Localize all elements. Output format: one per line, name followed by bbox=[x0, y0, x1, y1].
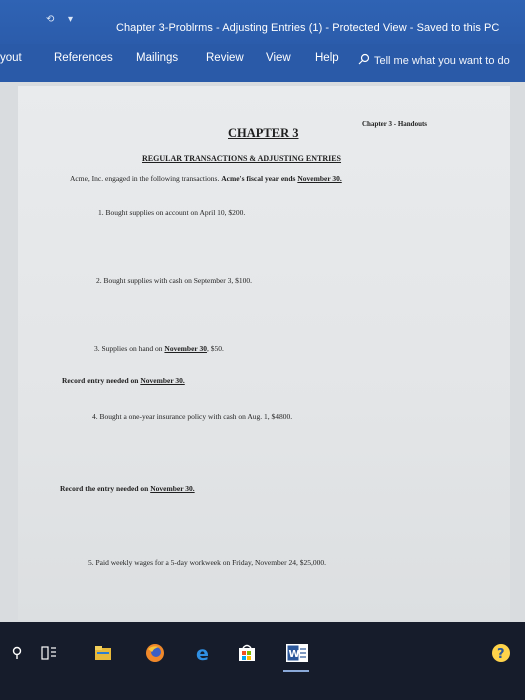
title-bar bbox=[0, 0, 525, 44]
search-icon bbox=[358, 53, 370, 68]
tab-mailings[interactable]: Mailings bbox=[136, 52, 179, 64]
transaction-item bbox=[88, 558, 326, 567]
svg-text:W: W bbox=[288, 649, 300, 660]
svg-text:e: e bbox=[196, 643, 209, 663]
svg-text:?: ? bbox=[497, 647, 505, 662]
active-app-indicator bbox=[283, 670, 309, 672]
item-text: Bought supplies on account on April 10, $200. bbox=[105, 208, 246, 217]
item-number: 1. bbox=[98, 208, 104, 217]
transaction-item bbox=[92, 412, 292, 421]
undo-icon[interactable]: ⟲ bbox=[46, 14, 55, 25]
header-right: Chapter 3 - Handouts bbox=[362, 120, 428, 128]
intro-fiscal: Acme's fiscal year ends bbox=[221, 174, 296, 183]
transaction-item bbox=[98, 208, 245, 217]
start-icon[interactable] bbox=[6, 642, 28, 664]
customize-quick-access-icon[interactable]: ▾ bbox=[68, 14, 74, 25]
file-explorer-icon[interactable] bbox=[92, 642, 114, 664]
window-title: Chapter 3-Problrms - Adjusting Entries (1) - Protected View - Saved to this PC bbox=[116, 22, 500, 34]
task-view-icon[interactable] bbox=[38, 642, 60, 664]
item-number: 2. bbox=[96, 276, 102, 285]
store-icon[interactable] bbox=[236, 642, 258, 664]
tab-layout[interactable]: yout bbox=[0, 52, 22, 64]
transaction-item bbox=[96, 276, 252, 285]
edge-icon[interactable] bbox=[192, 642, 214, 664]
tab-references[interactable]: References bbox=[54, 52, 113, 64]
document-page[interactable] bbox=[18, 86, 510, 620]
intro-paragraph bbox=[70, 174, 342, 183]
tab-review[interactable]: Review bbox=[206, 52, 244, 64]
intro-text: Acme, Inc. engaged in the following transactions. bbox=[70, 174, 220, 183]
word-icon[interactable] bbox=[286, 642, 308, 664]
item-text-post: , $50. bbox=[206, 344, 224, 353]
tell-me-search[interactable] bbox=[358, 53, 510, 68]
chapter-title: CHAPTER 3 bbox=[228, 126, 299, 140]
tab-view[interactable]: View bbox=[266, 52, 291, 64]
ribbon-tabs bbox=[0, 44, 525, 82]
item-text-pre: Supplies on hand on bbox=[101, 344, 163, 353]
item-number: 3. bbox=[94, 344, 100, 353]
item-text: Bought a one-year insurance policy with cash on Aug. 1, $4800. bbox=[99, 412, 293, 421]
help-icon[interactable] bbox=[490, 642, 512, 664]
item-date: November 30 bbox=[164, 344, 207, 353]
transaction-item bbox=[94, 344, 224, 353]
note-text: Record entry needed on bbox=[62, 376, 139, 385]
note-text: Record the entry needed on bbox=[60, 484, 149, 493]
tell-me-label: Tell me what you want to do bbox=[374, 54, 510, 67]
intro-fiscal-date: November 30. bbox=[297, 174, 342, 183]
firefox-icon[interactable] bbox=[144, 642, 166, 664]
item-text: Paid weekly wages for a 5-day workweek on Friday, November 24, $25,000. bbox=[95, 558, 326, 567]
note-date: November 30. bbox=[140, 376, 185, 385]
tab-help[interactable]: Help bbox=[315, 52, 339, 64]
item-number: 4. bbox=[92, 412, 98, 421]
record-note bbox=[60, 484, 195, 493]
chapter-subtitle: REGULAR TRANSACTIONS & ADJUSTING ENTRIES bbox=[142, 154, 342, 163]
note-date: November 30. bbox=[150, 484, 195, 493]
item-number: 5. bbox=[88, 558, 94, 567]
taskbar bbox=[0, 622, 525, 700]
item-text: Bought supplies with cash on September 3, $100. bbox=[103, 276, 253, 285]
record-note bbox=[62, 376, 185, 385]
document-area[interactable] bbox=[0, 82, 525, 622]
